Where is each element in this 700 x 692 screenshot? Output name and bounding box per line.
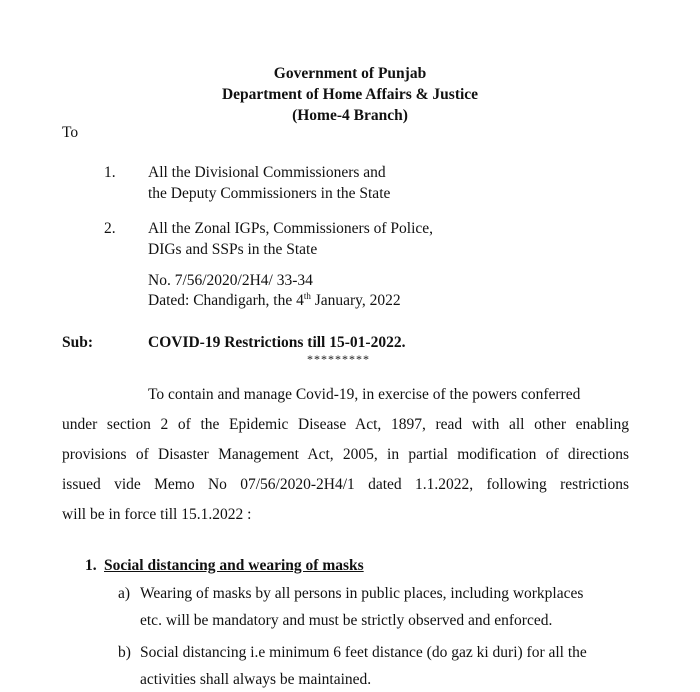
header-line-2: Department of Home Affairs & Justice	[221, 86, 479, 103]
recipient-2-line-2: DIGs and SSPs in the State	[148, 241, 318, 258]
section-1-item-a-line-2: etc. will be mandatory and must be strictly observed and enforced.	[140, 612, 553, 629]
body-line-3: provisions of Disaster Management Act, 2005, in partial modification of directions	[62, 446, 629, 463]
section-1-number: 1.	[85, 557, 97, 574]
memo-date-prefix: Dated: Chandigarh, the 4	[148, 292, 304, 309]
section-1-item-b-line-1: Social distancing i.e minimum 6 feet distance (do gaz ki duri) for all the	[140, 644, 587, 661]
section-1-item-a-marker: a)	[118, 585, 131, 602]
subject-separator: *********	[307, 352, 370, 366]
recipient-1-line-1: All the Divisional Commissioners and	[148, 164, 386, 181]
section-1-item-b-marker: b)	[118, 644, 131, 661]
recipient-2-line-1: All the Zonal IGPs, Commissioners of Police,	[148, 220, 434, 237]
subject-label: Sub:	[62, 334, 94, 351]
recipient-1-number: 1.	[104, 164, 116, 181]
body-line-1: To contain and manage Covid-19, in exercise of the powers conferred	[148, 386, 581, 403]
memo-number: No. 7/56/2020/2H4/ 33-34	[148, 272, 313, 289]
body-line-2: under section 2 of the Epidemic Disease Act, 1897, read with all other enabling	[62, 416, 629, 433]
section-1-title: Social distancing and wearing of masks	[104, 557, 364, 574]
recipient-1-line-2: the Deputy Commissioners in the State	[148, 185, 391, 202]
memo-date-suffix: January, 2022	[310, 292, 401, 309]
header-line-3: (Home-4 Branch)	[292, 107, 408, 124]
section-1-item-b-line-2: activities shall always be maintained.	[140, 671, 372, 688]
subject-text: COVID-19 Restrictions till 15-01-2022.	[148, 334, 406, 351]
memo-date-ordinal: th	[303, 290, 311, 301]
section-1-item-a-line-1: Wearing of masks by all persons in public places, including workplaces	[140, 585, 584, 602]
memo-date	[148, 292, 401, 310]
to-label: To	[62, 124, 79, 141]
header-line-1: Government of Punjab	[273, 65, 427, 82]
recipient-2-number: 2.	[104, 220, 116, 237]
body-line-4: issued vide Memo No 07/56/2020-2H4/1 dated 1.1.2022, following restrictions	[62, 476, 629, 493]
body-line-5: will be in force till 15.1.2022 :	[62, 506, 252, 523]
